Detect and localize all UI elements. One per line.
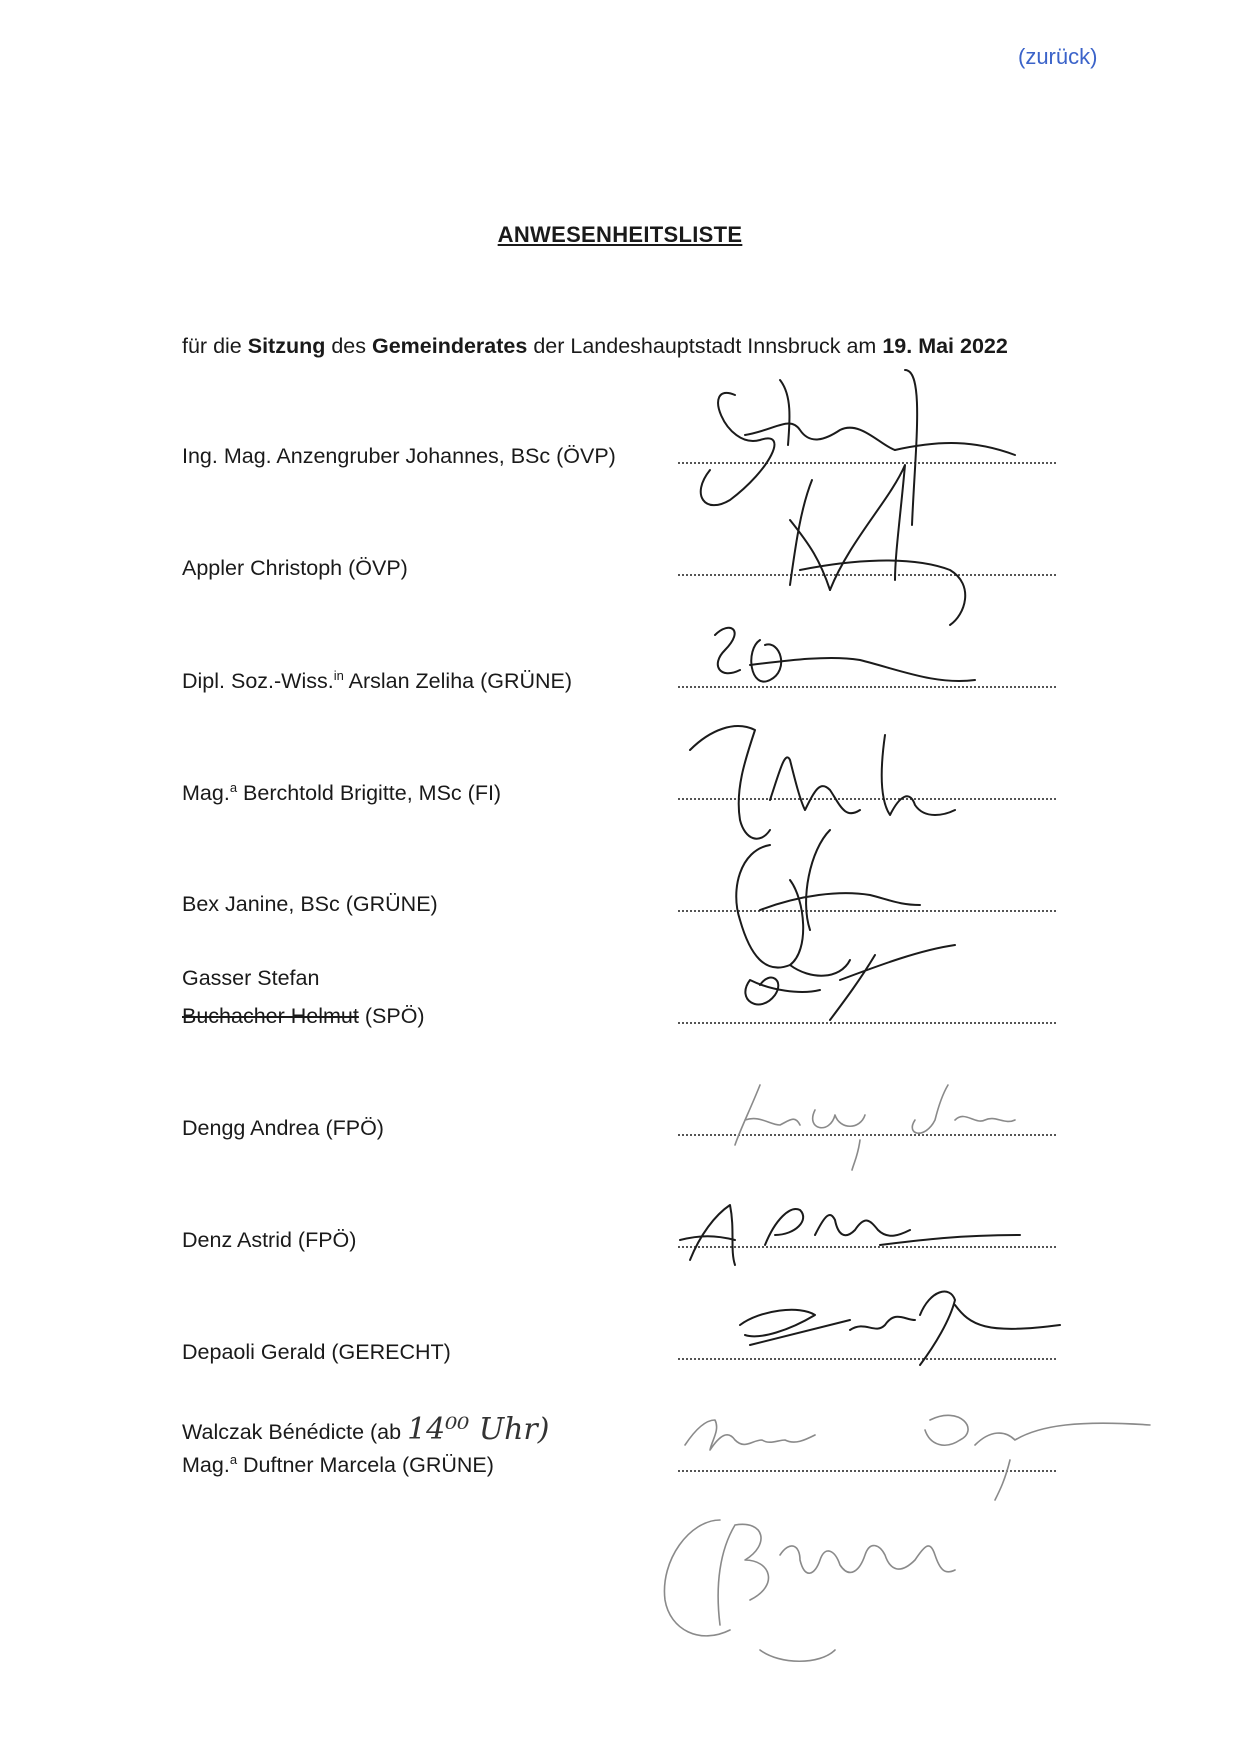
party-label: (SPÖ) <box>358 1004 425 1028</box>
signature-arslan <box>715 628 975 682</box>
member-name-appler: Appler Christoph (ÖVP) <box>182 556 408 580</box>
signature-appler <box>790 465 965 625</box>
title-prefix: Dipl. Soz.-Wiss. <box>182 669 334 694</box>
intro-text: für die <box>182 334 248 358</box>
signature-denz <box>680 1205 1020 1265</box>
back-link[interactable]: (zurück) <box>1018 44 1098 69</box>
member-name-bex: Bex Janine, BSc (GRÜNE) <box>182 892 438 916</box>
handwritten-time-note: 14⁰⁰ Uhr) <box>407 1412 550 1447</box>
intro-text: des <box>325 334 372 358</box>
member-name: Berchtold Brigitte, MSc (FI) <box>237 781 502 806</box>
intro-text: der Landeshauptstadt Innsbruck am <box>527 334 883 358</box>
member-name-anzengruber: Ing. Mag. Anzengruber Johannes, BSc (ÖVP) <box>182 444 616 468</box>
member-name-depaoli: Depaoli Gerald (GERECHT) <box>182 1340 451 1364</box>
meeting-date: 19. Mai 2022 <box>882 334 1008 358</box>
signature-walczak <box>664 1520 955 1661</box>
member-name: Arslan Zeliha (GRÜNE) <box>343 669 573 694</box>
signature-berchtold <box>690 726 955 839</box>
member-name-dengg: Dengg Andrea (FPÖ) <box>182 1116 384 1140</box>
signature-depaoli <box>740 1292 1060 1365</box>
signature-duftner <box>685 1415 1150 1500</box>
substitute-name: Walczak Bénédicte (ab <box>182 1420 408 1444</box>
title-superscript: a <box>229 1452 238 1467</box>
signature-dengg <box>735 1085 1015 1170</box>
title-prefix: Mag. <box>182 1453 230 1478</box>
signature-bex <box>736 830 920 976</box>
signature-gasser <box>745 945 955 1020</box>
member-name-denz: Denz Astrid (FPÖ) <box>182 1228 357 1252</box>
document-title: ANWESENHEITSLISTE <box>497 222 743 247</box>
member-name: Duftner Marcela (GRÜNE) <box>237 1453 494 1478</box>
title-superscript: in <box>333 668 344 683</box>
intro-bold-council: Gemeinderates <box>371 334 528 358</box>
title-superscript: a <box>229 780 238 795</box>
intro-bold-meeting: Sitzung <box>247 334 326 358</box>
substitute-name-gasser: Gasser Stefan <box>182 966 320 990</box>
signature-anzengruber <box>701 370 1015 525</box>
title-prefix: Mag. <box>182 781 230 806</box>
struck-member-name: Buchacher Helmut <box>182 1004 359 1028</box>
